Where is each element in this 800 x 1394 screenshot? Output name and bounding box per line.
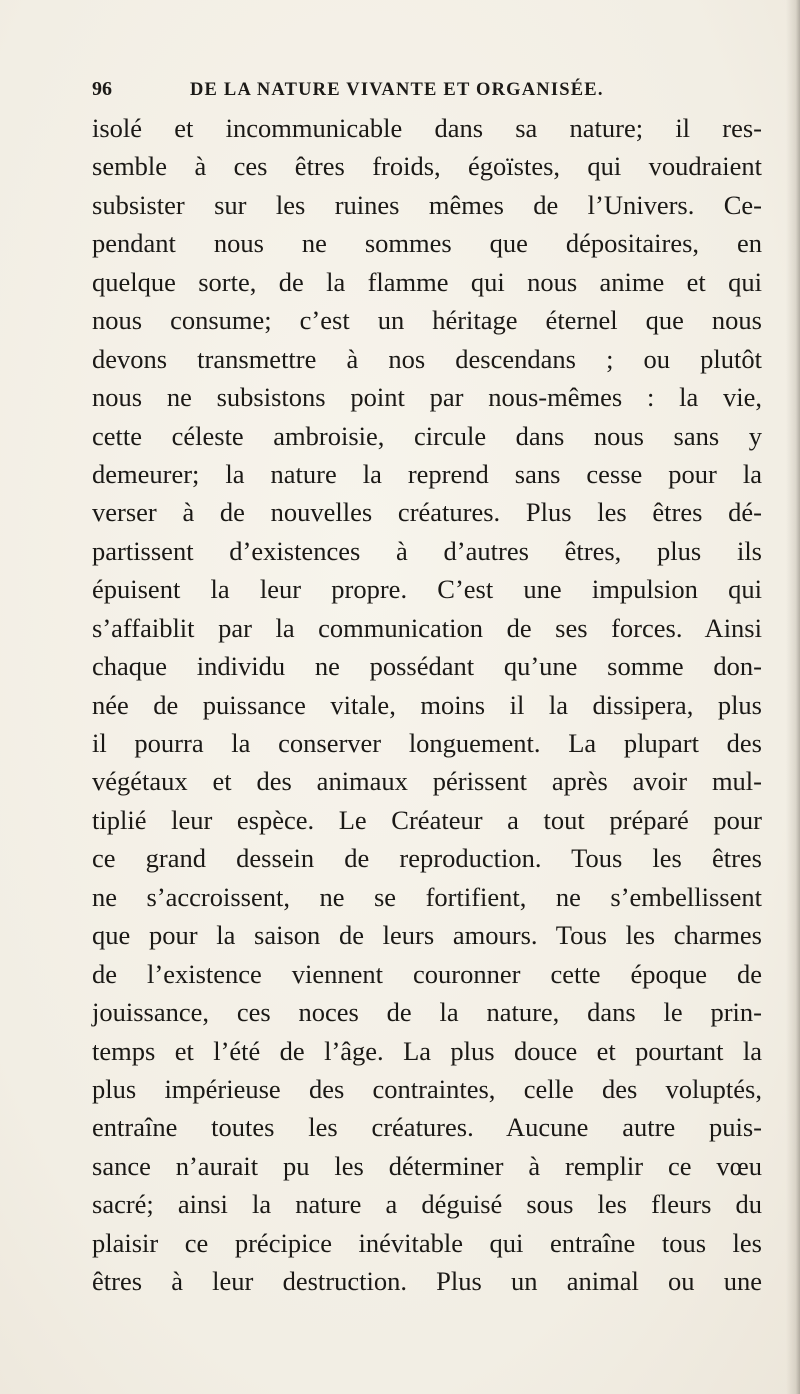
text-line: née de puissance vitale, moins il la dissipera, plus — [92, 689, 762, 720]
text-line: que pour la saison de leurs amours. Tous les charmes — [92, 920, 762, 951]
text-line: s’affaiblit par la communication de ses forces. Ainsi — [92, 612, 762, 643]
text-line: verser à de nouvelles créatures. Plus les êtres dé- — [92, 497, 762, 528]
text-line: plus impérieuse des contraintes, celle des voluptés, — [92, 1073, 762, 1104]
text-line: temps et l’été de l’âge. La plus douce et pourtant la — [92, 1035, 762, 1066]
text-line: semble à ces êtres froids, égoïstes, qui voudraient — [92, 151, 762, 182]
text-line: nous ne subsistons point par nous-mêmes : la vie, — [92, 382, 762, 413]
text-line: épuisent la leur propre. C’est une impulsion qui — [92, 574, 762, 605]
text-line: chaque individu ne possédant qu’une somme don- — [92, 651, 762, 682]
text-line: ce grand dessein de reproduction. Tous les êtres — [92, 843, 762, 874]
running-head: DE LA NATURE VIVANTE ET ORGANISÉE. — [190, 80, 604, 100]
text-line: de l’existence viennent couronner cette époque de — [92, 958, 762, 989]
text-line: demeurer; la nature la reprend sans cesse pour la — [92, 458, 762, 489]
body-text — [92, 109, 762, 1301]
text-line: partissent d’existences à d’autres êtres, plus ils — [92, 535, 762, 566]
text-line: pendant nous ne sommes que dépositaires, en — [92, 228, 762, 259]
text-line: tiplié leur espèce. Le Créateur a tout préparé pour — [92, 804, 762, 835]
text-line: cette céleste ambroisie, circule dans nous sans y — [92, 420, 762, 451]
page-number: 96 — [92, 78, 112, 100]
page-edge-shadow — [786, 0, 800, 1394]
text-line: il pourra la conserver longuement. La plupart des — [92, 728, 762, 758]
text-line: entraîne toutes les créatures. Aucune autre puis- — [92, 1112, 762, 1143]
text-line: sance n’aurait pu les déterminer à remplir ce vœu — [92, 1150, 762, 1181]
text-line: ne s’accroissent, ne se fortifient, ne s’embellissent — [92, 881, 762, 912]
text-line: isolé et incommunicable dans sa nature; il res- — [92, 113, 762, 143]
text-line: jouissance, ces noces de la nature, dans le prin- — [92, 997, 762, 1028]
text-line: devons transmettre à nos descendans ; ou plutôt — [92, 343, 762, 374]
text-line: sacré; ainsi la nature a déguisé sous les fleurs du — [92, 1189, 762, 1220]
text-line: plaisir ce précipice inévitable qui entraîne tous les — [92, 1227, 762, 1258]
page-header — [92, 78, 712, 108]
text-line: subsister sur les ruines mêmes de l’Univers. Ce- — [92, 189, 762, 220]
text-line: nous consume; c’est un héritage éternel que nous — [92, 305, 762, 336]
text-line: êtres à leur destruction. Plus un animal ou une — [92, 1266, 762, 1297]
text-line: végétaux et des animaux périssent après avoir mul- — [92, 766, 762, 797]
text-line: quelque sorte, de la flamme qui nous anime et qui — [92, 266, 762, 297]
